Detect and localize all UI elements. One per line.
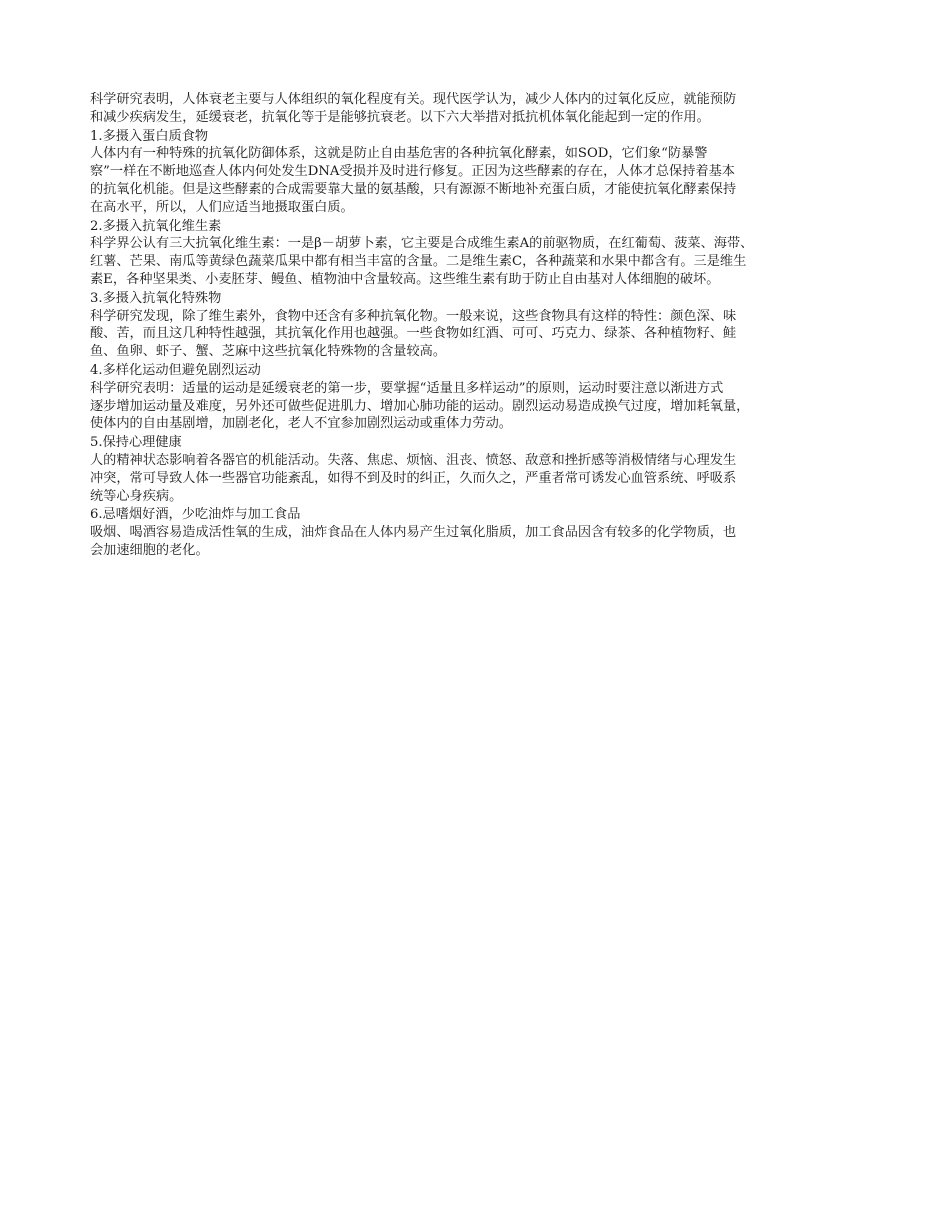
- section-vitamins: [90, 218, 880, 289]
- intro-line: 和减少疾病发生，延缓衰老，抗氧化等于是能够抗衰老。以下六大举措对抵抗机体氧化能起到一定的作用。: [90, 109, 710, 125]
- paragraph-line: 使体内的自由基剧增，加剧老化，老人不宜参加剧烈运动或重体力劳动。: [90, 416, 512, 432]
- paragraph-line: 统等心身疾病。: [90, 488, 183, 504]
- section-protein: [90, 128, 880, 217]
- paragraph-line: 人的精神状态影响着各器官的机能活动。失落、焦虑、烦恼、沮丧、愤怒、敌意和挫折感等消极情绪与心理发生: [90, 452, 737, 468]
- paragraph-line: 会加速细胞的老化。: [90, 542, 209, 558]
- paragraph-line: 素E，各种坚果类、小麦胚芽、鳗鱼、植物油中含量较高。这些维生素有助于防止自由基对人体细胞的破坏。: [90, 271, 720, 287]
- section-antioxidants: [90, 290, 880, 361]
- section-heading: 3.多摄入抗氧化特殊物: [90, 290, 222, 306]
- paragraph-line: 察”一样在不断地巡查人体内何处发生DNA受损并及时进行修复。正因为这些酵素的存在，人体才总保持着基本: [90, 164, 735, 180]
- paragraph-line: 冲突，常可导致人体一些器官功能紊乱，如得不到及时的纠正，久而久之，严重者常可诱发心血管系统、呼吸系: [90, 470, 737, 486]
- section-heading: 4.多样化运动但避免剧烈运动: [90, 362, 261, 378]
- intro-line: 科学研究表明，人体衰老主要与人体组织的氧化程度有关。现代医学认为，减少人体内的过氧化反应，就能预防: [90, 92, 737, 107]
- paragraph-line: 红薯、芒果、南瓜等黄绿色蔬菜瓜果中都有相当丰富的含量。二是维生素C，各种蔬菜和水果中都含有。三是维生: [90, 254, 747, 270]
- intro-paragraph: [90, 91, 880, 127]
- section-heading: 2.多摄入抗氧化维生素: [90, 218, 222, 234]
- document-body: [90, 91, 880, 560]
- paragraph-line: 科学研究表明：适量的运动是延缓衰老的第一步，要掌握“适量且多样运动”的原则，运动时要注意以渐进方式: [90, 380, 724, 396]
- section-mental-health: [90, 434, 880, 505]
- paragraph-line: 酸、苦，而且这几种特性越强，其抗氧化作用也越强。一些食物如红酒、可可、巧克力、绿茶、各种植物籽、鲑: [90, 326, 737, 342]
- section-heading: 5.保持心理健康: [90, 435, 182, 451]
- paragraph-line: 鱼、鱼卵、虾子、蟹、芝麻中这些抗氧化特殊物的含量较高。: [90, 344, 447, 360]
- paragraph-line: 人体内有一种特殊的抗氧化防御体系，这就是防止自由基危害的各种抗氧化酵素，如SOD，它们象“防暴警: [90, 146, 708, 162]
- paragraph-line: 的抗氧化机能。但是这些酵素的合成需要靠大量的氨基酸，只有源源不断地补充蛋白质，才能使抗氧化酵素保持: [90, 181, 737, 197]
- section-heading: 1.多摄入蛋白质食物: [90, 128, 209, 144]
- section-habits: [90, 506, 880, 559]
- paragraph-line: 逐步增加运动量及难度，另外还可做些促进肌力、增加心肺功能的运动。剧烈运动易造成换气过度，增加耗氧量，: [90, 398, 750, 414]
- section-heading: 6.忌嗜烟好酒，少吃油炸与加工食品: [90, 507, 301, 523]
- paragraph-line: 科学研究发现，除了维生素外，食物中还含有多种抗氧化物。一般来说，这些食物具有这样的特性：颜色深、味: [90, 308, 737, 324]
- paragraph-line: 在高水平，所以，人们应适当地摄取蛋白质。: [90, 199, 354, 215]
- section-exercise: [90, 362, 880, 433]
- paragraph-line: 科学界公认有三大抗氧化维生素：一是β－胡萝卜素，它主要是合成维生素A的前驱物质，在红葡萄、菠菜、海带、: [90, 236, 754, 252]
- paragraph-line: 吸烟、喝酒容易造成活性氧的生成，油炸食品在人体内易产生过氧化脂质，加工食品因含有较多的化学物质，也: [90, 525, 737, 541]
